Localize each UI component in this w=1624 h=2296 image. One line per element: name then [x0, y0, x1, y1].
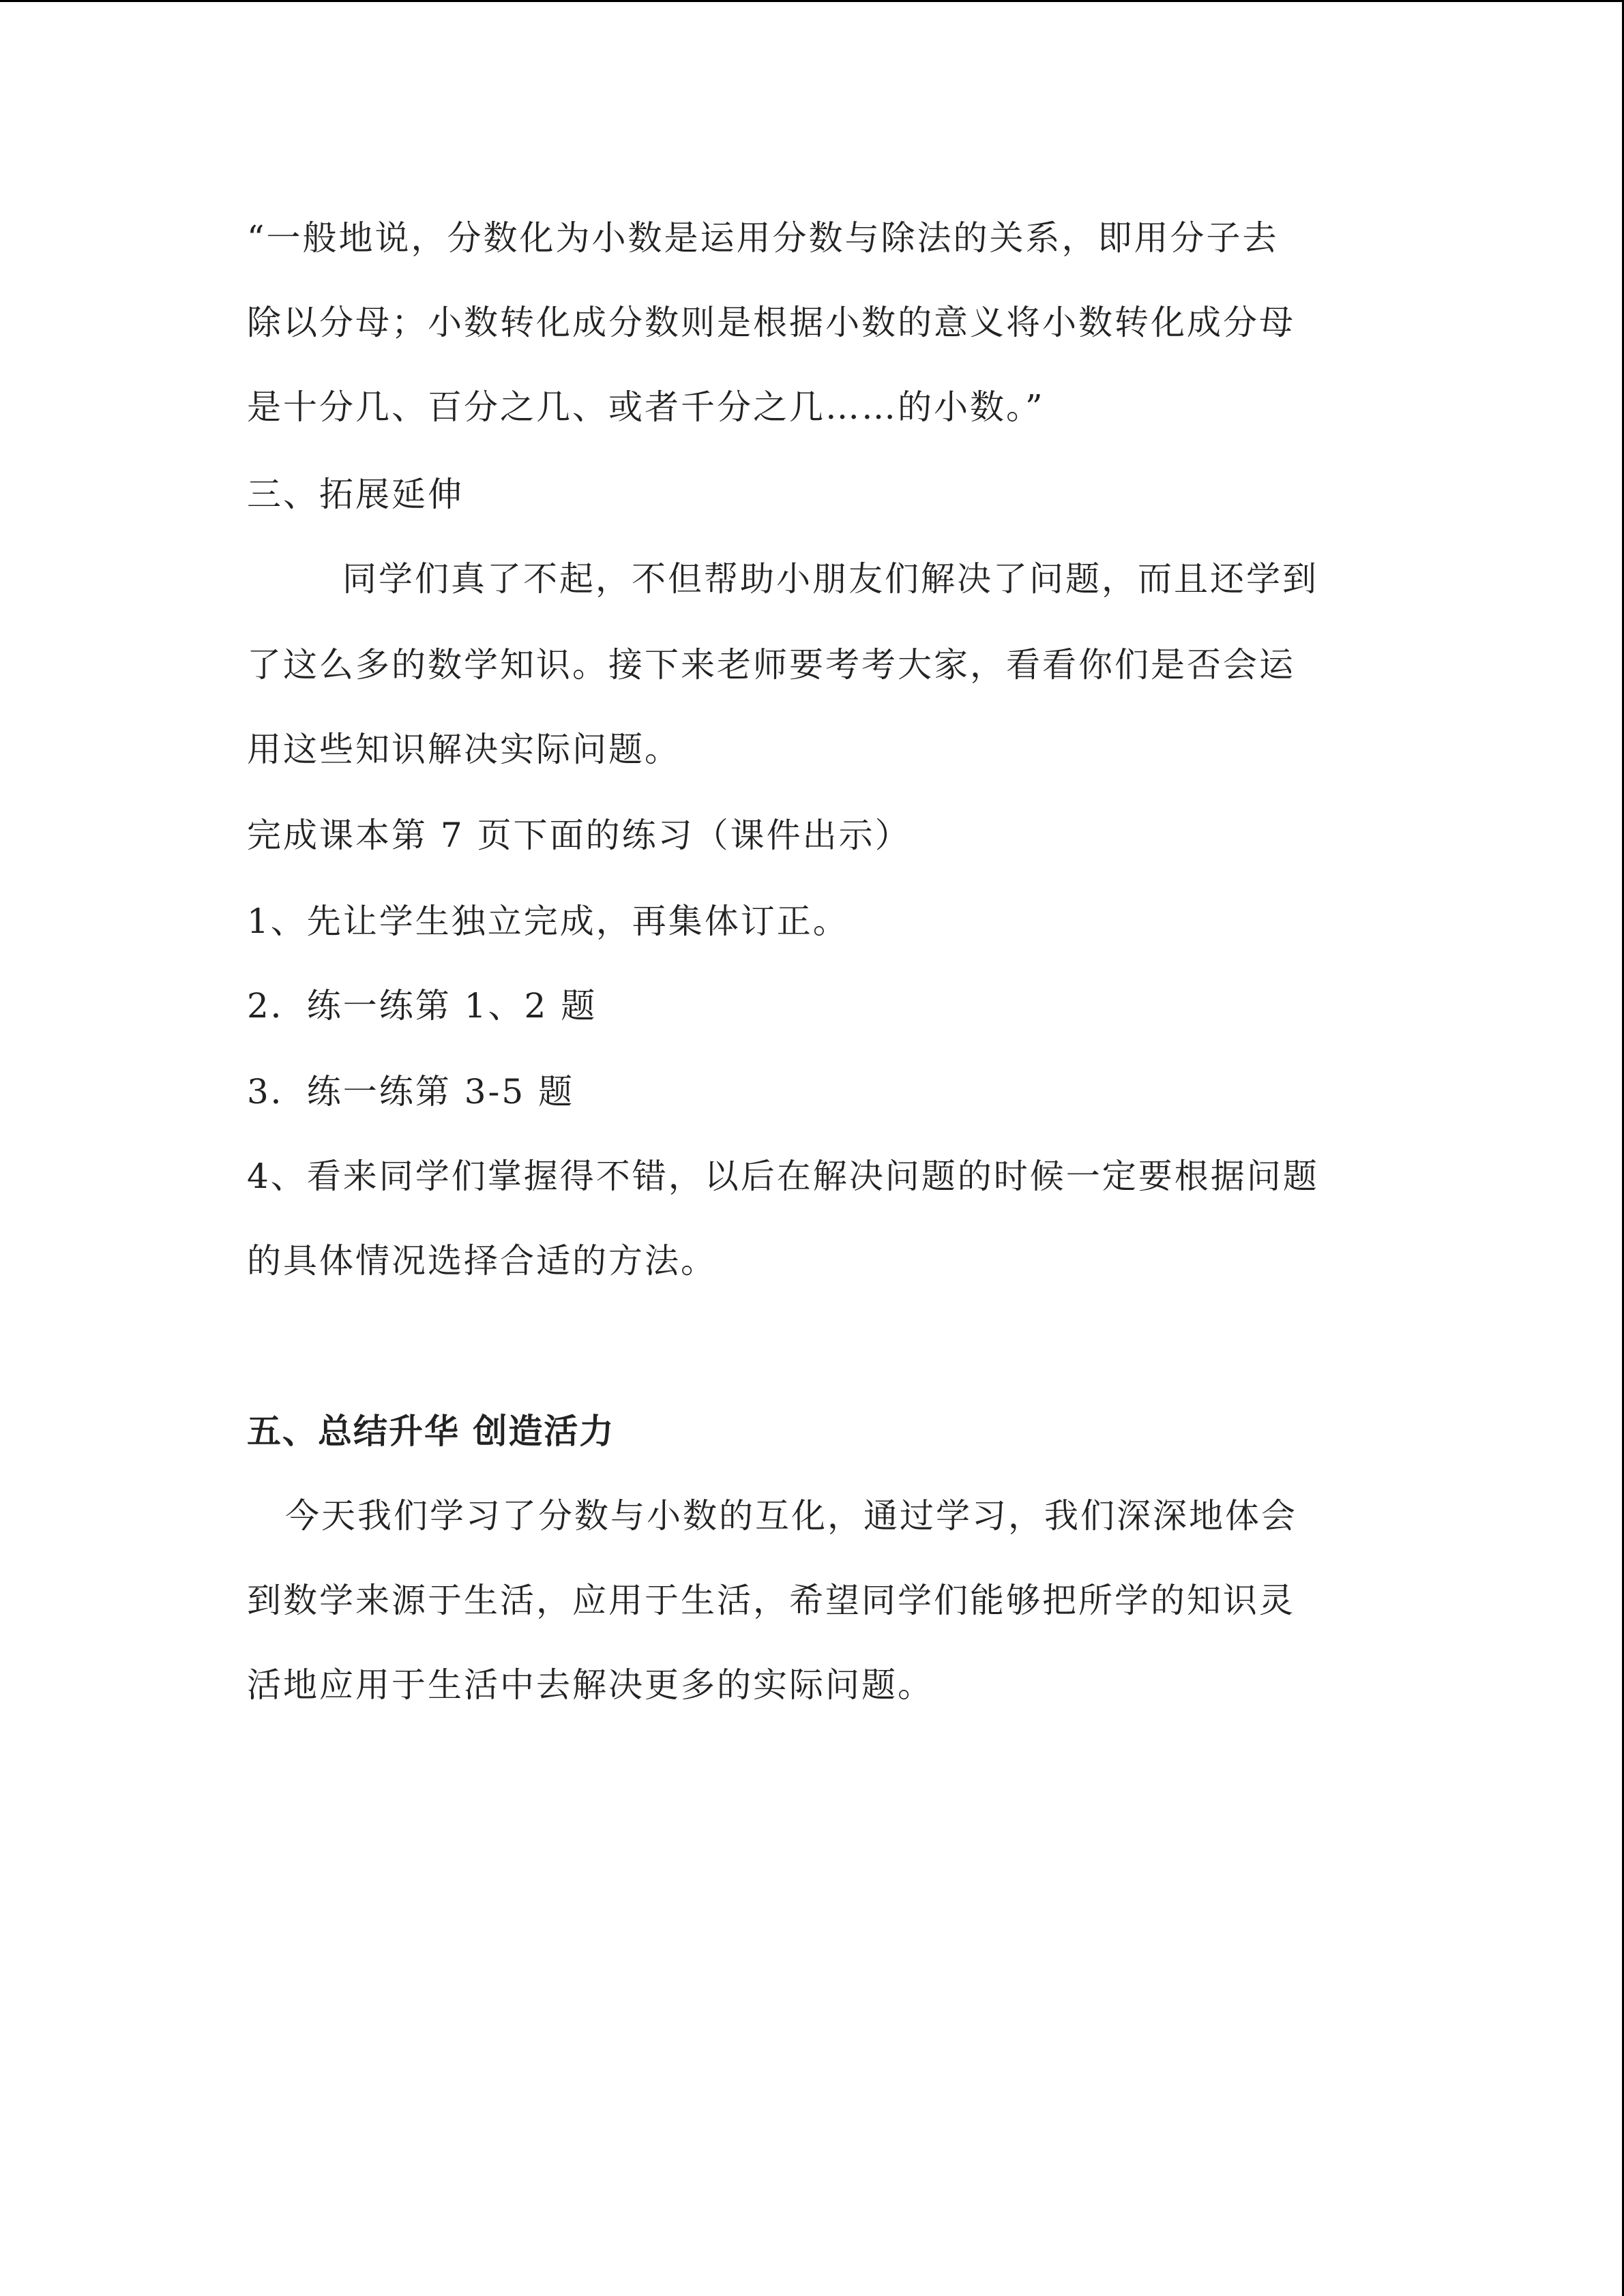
paragraph-line-5: 同学们真了不起，不但帮助小朋友们解决了问题，而且还学到 — [342, 559, 1318, 599]
exercise-item-1: 1、先让学生独立完成，再集体订正。 — [247, 901, 849, 941]
paragraph-line-3: 是十分几、百分之几、或者千分之几……的小数。” — [247, 387, 1045, 427]
paragraph-line-1: “一般地说，分数化为小数是运用分数与除法的关系，即用分子去 — [247, 218, 1279, 258]
summary-line-2: 到数学来源于生活，应用于生活，希望同学们能够把所学的知识灵 — [247, 1581, 1295, 1620]
exercise-intro: 完成课本第 7 页下面的练习（课件出示） — [247, 816, 911, 855]
page-border-top — [0, 0, 1624, 2]
section-heading-extension: 三、拓展延伸 — [247, 475, 464, 514]
exercise-item-4-cont: 的具体情况选择合适的方法。 — [247, 1241, 717, 1281]
exercise-item-4: 4、看来同学们掌握得不错，以后在解决问题的时候一定要根据问题 — [247, 1157, 1319, 1196]
exercise-item-3: 3．练一练第 3-5 题 — [247, 1072, 575, 1112]
paragraph-line-7: 用这些知识解决实际问题。 — [247, 730, 681, 769]
summary-line-3: 活地应用于生活中去解决更多的实际问题。 — [247, 1665, 934, 1705]
section-heading-summary: 五、总结升华 创造活力 — [247, 1412, 615, 1451]
paragraph-line-2: 除以分母；小数转化成分数则是根据小数的意义将小数转化成分母 — [247, 303, 1295, 342]
exercise-item-2: 2．练一练第 1、2 题 — [247, 986, 597, 1026]
paragraph-line-6: 了这么多的数学知识。接下来老师要考考大家，看看你们是否会运 — [247, 645, 1295, 685]
summary-line-1: 今天我们学习了分数与小数的互化，通过学习，我们深深地体会 — [285, 1496, 1297, 1536]
